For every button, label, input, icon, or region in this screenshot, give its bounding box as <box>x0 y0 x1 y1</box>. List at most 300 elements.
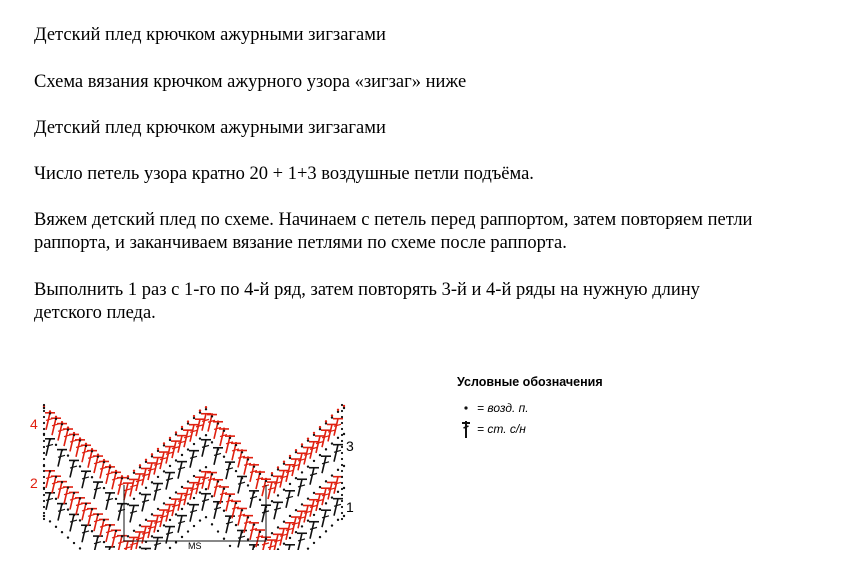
stitch-post-3 <box>82 525 86 542</box>
stitch-post-139 <box>286 465 290 482</box>
stitch-post-103 <box>70 434 74 451</box>
chain-dot-row1 <box>175 491 177 493</box>
chain-dot-base <box>55 526 57 528</box>
stitch-post-110 <box>112 472 116 489</box>
chain-dot-row1 <box>319 486 321 488</box>
stitch-bar-83 <box>154 489 161 491</box>
stitch-bar-97 <box>322 462 329 464</box>
chain-dot-row1 <box>313 492 315 494</box>
chain-dot-base <box>319 536 321 538</box>
chain-dot-row0 <box>289 537 291 539</box>
chain-dot-top <box>85 443 87 445</box>
stitch-bar-11 <box>178 521 185 523</box>
stitch-post-97 <box>322 456 326 473</box>
chain-dot-top <box>229 435 231 437</box>
stitch-bar-86 <box>190 456 197 458</box>
chain-dot-row1 <box>331 474 333 476</box>
chain-dot-row2 <box>229 463 231 465</box>
stitch-bar-61 <box>262 543 269 545</box>
chain-dot-row2 <box>199 437 201 439</box>
chain-dot-row2 <box>205 434 207 436</box>
stitch-post-78 <box>94 482 98 499</box>
chain-dot-row2 <box>223 456 225 458</box>
chain-dot-row1 <box>55 476 57 478</box>
chain-dot-top <box>325 420 327 422</box>
chain-dot-row0 <box>205 488 207 490</box>
instructions-line-1: Вяжем детский плед по схеме. Начинаем с петель перед раппортом, затем повторяем петли <box>34 210 753 230</box>
stitch-bar-16 <box>238 536 245 538</box>
stitch-bar-10 <box>166 532 173 534</box>
turn-chain-right <box>341 458 343 460</box>
stitch-post-94 <box>286 491 290 508</box>
stitch-post-102 <box>64 429 68 446</box>
chain-dot-top <box>115 470 117 472</box>
chain-dot-row0 <box>247 538 249 540</box>
chain-dot-row0 <box>331 496 333 498</box>
stitch-bar-21 <box>298 539 305 541</box>
chain-dot-row1 <box>199 469 201 471</box>
chain-dot-row1 <box>115 530 117 532</box>
chain-dot-top <box>319 426 321 428</box>
turn-chain-left <box>43 518 45 520</box>
chain-dot-row2 <box>73 460 75 462</box>
stitch-post-31 <box>82 503 86 520</box>
stitch-post-101 <box>58 424 62 441</box>
turn-chain-left <box>43 488 45 490</box>
chain-dot-top <box>61 421 63 423</box>
stitch-post-98 <box>334 445 338 462</box>
chain-dot-top <box>271 472 273 474</box>
chain-dot-row2 <box>127 503 129 505</box>
stitch-post-32 <box>88 509 92 526</box>
stitch-post-83 <box>154 484 158 501</box>
chain-dot-top <box>283 461 285 463</box>
stitch-post-27 <box>58 482 62 499</box>
chain-dot-row0 <box>163 524 165 526</box>
chain-dot-row2 <box>193 443 195 445</box>
chain-dot-top <box>109 464 111 466</box>
chain-dot-row0 <box>139 546 141 548</box>
chain-dot-row0 <box>61 503 63 505</box>
stitch-post-30 <box>76 498 80 515</box>
stitch-bar-112 <box>124 489 131 491</box>
stitch-post-107 <box>94 456 98 473</box>
stitch-post-106 <box>88 451 92 468</box>
stitch-post-85 <box>178 462 182 479</box>
chain-dot-row1 <box>121 535 123 537</box>
chain-dot-row0 <box>73 514 75 516</box>
turn-chain-right <box>341 452 343 454</box>
stitch-bar-22 <box>310 527 317 529</box>
turn-chain-right <box>341 512 343 514</box>
chain-dot-row1 <box>49 470 51 472</box>
stitch-post-75 <box>58 450 62 467</box>
stitch-bar-75 <box>58 455 65 457</box>
chain-dot-base <box>325 530 327 532</box>
stitch-post-0 <box>46 493 50 510</box>
legend-item-double-crochet <box>458 419 526 439</box>
turn-chain-left <box>43 416 45 418</box>
chain-dot-top <box>223 428 225 430</box>
chain-dot-base <box>169 547 171 549</box>
chain-dot-row2 <box>241 477 243 479</box>
chain-dot-row0 <box>199 491 201 493</box>
chain-dot-row2 <box>343 433 345 435</box>
turn-chain-right <box>341 500 343 502</box>
chain-dot-top <box>49 410 51 412</box>
chain-dot-base <box>343 515 345 517</box>
chain-dot-row2 <box>217 448 219 450</box>
stitch-post-24 <box>334 499 338 516</box>
chain-dot-top <box>127 475 129 477</box>
instructions-line-2: раппорта, и заканчиваем вязание петлями по схеме после раппорта. <box>34 233 567 253</box>
chain-dot-base <box>175 541 177 543</box>
chain-dot-row0 <box>217 502 219 504</box>
chain-dot-row0 <box>307 519 309 521</box>
turn-chain-right <box>341 482 343 484</box>
subtitle-line: Детский плед крючком ажурными зигзагами <box>34 118 386 138</box>
chain-dot-top <box>151 453 153 455</box>
chain-dot-row2 <box>181 454 183 456</box>
chain-dot-top <box>97 453 99 455</box>
chain-dot-top <box>235 442 237 444</box>
chain-dot-top <box>187 420 189 422</box>
turn-chain-right <box>341 434 343 436</box>
chain-dot-row1 <box>169 497 171 499</box>
chain-dot-top <box>67 426 69 428</box>
chain-dot-base <box>61 531 63 533</box>
chain-dot-row1 <box>307 497 309 499</box>
chain-dot-top <box>193 415 195 417</box>
chain-dot-row1 <box>157 508 159 510</box>
chain-dot-row0 <box>343 487 345 489</box>
chain-dot-row2 <box>289 483 291 485</box>
stitch-post-93 <box>274 502 278 519</box>
chain-dot-top <box>217 420 219 422</box>
double-crochet-icon <box>458 419 474 439</box>
chain-dot-row1 <box>247 516 249 518</box>
turn-chain-right <box>341 410 343 412</box>
stitch-post-62 <box>268 540 272 550</box>
chain-dot-row1 <box>193 475 195 477</box>
stitch-post-86 <box>190 451 194 468</box>
turn-chain-left <box>43 464 45 466</box>
stitch-bar-23 <box>322 516 329 518</box>
legend-dc-text: = ст. с/н <box>477 422 526 436</box>
chain-dot-base <box>49 520 51 522</box>
chain-dot-row0 <box>295 531 297 533</box>
stitch-bar-85 <box>178 467 185 469</box>
chain-dot-row1 <box>241 509 243 511</box>
stitch-post-122 <box>184 430 188 447</box>
chain-dot-top <box>241 449 243 451</box>
turn-chain-left <box>43 410 45 412</box>
turn-chain-left <box>43 500 45 502</box>
chain-dot-row1 <box>253 523 255 525</box>
chain-dot-top <box>55 416 57 418</box>
chain-dot-row0 <box>229 517 231 519</box>
stitch-post-147 <box>334 419 338 436</box>
chain-dot-row1 <box>301 503 303 505</box>
chain-dot-top <box>247 456 249 458</box>
stitch-post-80 <box>118 504 122 521</box>
stitch-post-79 <box>106 493 110 510</box>
chain-dot-row2 <box>331 442 333 444</box>
turn-chain-left <box>43 482 45 484</box>
chain-dot-top <box>289 455 291 457</box>
chain-dot-top <box>301 443 303 445</box>
stitch-post-36 <box>112 530 116 547</box>
chain-dot-row0 <box>181 508 183 510</box>
chain-dot-row0 <box>241 531 243 533</box>
chain-dot-base <box>217 530 219 532</box>
stitch-post-121 <box>178 436 182 453</box>
stitch-bar-91 <box>250 497 257 499</box>
stitch-post-81 <box>130 505 134 522</box>
chain-dot-row2 <box>157 476 159 478</box>
chain-dot-row0 <box>223 510 225 512</box>
chain-dot-base <box>193 525 195 527</box>
chain-dot-row2 <box>115 498 117 500</box>
turn-chain-left <box>43 494 45 496</box>
title-line: Детский плед крючком ажурными зигзагами <box>34 25 386 45</box>
repeat-label: MS <box>188 541 202 551</box>
chain-dot-row1 <box>343 465 345 467</box>
chain-dot-top <box>307 437 309 439</box>
chain-dot-top <box>253 463 255 465</box>
chain-dot-row0 <box>283 543 285 545</box>
chain-dot-top <box>103 459 105 461</box>
stitch-post-34 <box>100 519 104 536</box>
chain-dot-row2 <box>319 454 321 456</box>
turn-chain-left <box>43 476 45 478</box>
stitch-bar-38 <box>124 547 131 549</box>
stitch-bar-113 <box>130 485 137 487</box>
chain-dot-row0 <box>55 498 57 500</box>
chain-dot-top <box>157 448 159 450</box>
turn-chain-right <box>341 404 343 406</box>
turn-chain-left <box>43 512 45 514</box>
stitch-post-145 <box>322 430 326 447</box>
chain-dot-row1 <box>295 509 297 511</box>
stitch-post-29 <box>70 492 74 509</box>
chain-dot-row2 <box>91 476 93 478</box>
chain-dot-top <box>163 442 165 444</box>
chain-dot-row0 <box>169 519 171 521</box>
chain-dot-row1 <box>67 486 69 488</box>
chain-dot-base <box>199 519 201 521</box>
stitch-post-118 <box>160 452 164 469</box>
stitch-bar-81 <box>130 511 137 513</box>
chain-dot-row1 <box>73 492 75 494</box>
chain-dot-row0 <box>109 546 111 548</box>
chain-dot-top <box>337 409 339 411</box>
chain-dot-row0 <box>235 524 237 526</box>
chain-dot-top <box>199 409 201 411</box>
chain-dot-row0 <box>49 492 51 494</box>
chain-dot-row1 <box>277 526 279 528</box>
turn-chain-right <box>341 476 343 478</box>
chain-dot-base <box>79 547 81 549</box>
stitch-post-109 <box>106 467 110 484</box>
stitch-post-51 <box>202 472 206 489</box>
stitch-count-line: Число петель узора кратно 20 + 1+3 воздушные петли подъёма. <box>34 164 534 184</box>
chain-dot-row0 <box>211 495 213 497</box>
stitch-bar-136 <box>268 488 275 490</box>
repeat-line-2: детского пледа. <box>34 303 156 323</box>
chain-dot-row2 <box>307 465 309 467</box>
chain-dot-row0 <box>301 525 303 527</box>
chain-dot-top <box>145 459 147 461</box>
chain-dot-icon <box>458 405 474 411</box>
chain-dot-base <box>73 542 75 544</box>
stitch-bar-12 <box>190 510 197 512</box>
stitch-bar-9 <box>154 543 161 545</box>
turn-chain-left <box>43 452 45 454</box>
chain-dot-base <box>229 545 231 547</box>
chain-dot-row1 <box>151 513 153 515</box>
chain-dot-row1 <box>133 530 135 532</box>
chain-dot-row2 <box>121 503 123 505</box>
stitch-post-2 <box>70 514 74 531</box>
chain-dot-base <box>223 538 225 540</box>
turn-chain-right <box>341 464 343 466</box>
chain-dot-top <box>211 413 213 415</box>
turn-chain-left <box>43 428 45 430</box>
turn-chain-right <box>341 416 343 418</box>
chain-dot-top <box>295 449 297 451</box>
stitch-bar-87 <box>202 445 209 447</box>
chain-dot-row2 <box>301 471 303 473</box>
stitch-post-1 <box>58 504 62 521</box>
stitch-bar-98 <box>334 450 341 452</box>
stitch-bar-78 <box>94 488 101 490</box>
stitch-bar-76 <box>70 466 77 468</box>
stitch-post-96 <box>310 468 314 485</box>
chain-dot-row2 <box>175 459 177 461</box>
stitch-post-33 <box>94 514 98 531</box>
chain-dot-base <box>43 515 45 517</box>
chain-dot-row2 <box>247 484 249 486</box>
stitch-bar-77 <box>82 477 89 479</box>
chain-dot-base <box>205 516 207 518</box>
chain-dot-row0 <box>319 508 321 510</box>
chain-dot-row1 <box>217 480 219 482</box>
turn-chain-left <box>43 458 45 460</box>
legend-item-chain <box>458 401 529 415</box>
stitch-post-144 <box>316 436 320 453</box>
chain-dot-row0 <box>325 502 327 504</box>
row-label-1: 1 <box>346 499 354 515</box>
chain-dot-row1 <box>61 481 63 483</box>
chain-dot-row2 <box>277 494 279 496</box>
chain-dot-row2 <box>85 471 87 473</box>
chain-dot-top <box>73 432 75 434</box>
chain-dot-row2 <box>97 481 99 483</box>
chain-dot-row0 <box>175 513 177 515</box>
chain-dot-row1 <box>145 519 147 521</box>
stitch-post-116 <box>148 463 152 480</box>
chain-dot-row0 <box>313 514 315 516</box>
chain-dot-top <box>205 406 207 408</box>
chain-dot-row1 <box>229 495 231 497</box>
turn-chain-left <box>43 446 45 448</box>
chain-dot-row2 <box>283 489 285 491</box>
chain-dot-row0 <box>103 541 105 543</box>
turn-chain-right <box>341 446 343 448</box>
chain-dot-row1 <box>271 532 273 534</box>
scheme-line: Схема вязания крючком ажурного узора «зигзаг» ниже <box>34 72 467 92</box>
stitch-post-95 <box>298 479 302 496</box>
chain-dot-top <box>181 426 183 428</box>
chain-dot-row1 <box>139 524 141 526</box>
stitch-post-119 <box>166 447 170 464</box>
stitch-post-125 <box>202 414 206 431</box>
chain-dot-base <box>307 547 309 549</box>
chain-dot-top <box>79 437 81 439</box>
chain-dot-row2 <box>313 460 315 462</box>
chain-dot-row0 <box>67 508 69 510</box>
stitch-post-146 <box>328 424 332 441</box>
stitch-bar-94 <box>286 496 293 498</box>
chain-dot-top <box>277 466 279 468</box>
turn-chain-right <box>341 422 343 424</box>
chain-dot-row1 <box>91 508 93 510</box>
chain-dot-row2 <box>253 491 255 493</box>
turn-chain-right <box>341 488 343 490</box>
stitch-post-23 <box>322 510 326 527</box>
stitch-post-140 <box>292 459 296 476</box>
stitch-post-111 <box>118 478 122 495</box>
stitch-post-11 <box>178 516 182 533</box>
chain-dot-row2 <box>169 465 171 467</box>
chain-dot-row1 <box>85 503 87 505</box>
stitch-bar-1 <box>58 509 65 511</box>
stitch-bar-95 <box>298 485 305 487</box>
chain-dot-row1 <box>163 502 165 504</box>
stitch-post-114 <box>136 474 140 491</box>
chain-dot-top <box>259 471 261 473</box>
stitch-post-143 <box>310 442 314 459</box>
chain-dot-base <box>313 542 315 544</box>
chain-dot-top <box>175 431 177 433</box>
stitch-post-77 <box>82 471 86 488</box>
turn-chain-left <box>43 440 45 442</box>
chain-dot-row1 <box>109 524 111 526</box>
chain-dot-row2 <box>133 498 135 500</box>
stitch-post-21 <box>298 533 302 550</box>
chain-dot-top <box>331 414 333 416</box>
chain-dot-row2 <box>109 492 111 494</box>
chain-dot-row0 <box>151 535 153 537</box>
stitch-post-84 <box>166 473 170 490</box>
chain-dot-row0 <box>337 491 339 493</box>
stitch-bar-4 <box>94 542 101 544</box>
stitch-bar-0 <box>46 498 53 500</box>
chain-dot-top <box>91 448 93 450</box>
stitch-post-120 <box>172 441 176 458</box>
stitch-post-76 <box>70 460 74 477</box>
chain-dot-row1 <box>127 535 129 537</box>
stitch-post-117 <box>154 458 158 475</box>
chain-dot-row2 <box>79 465 81 467</box>
repeat-line-1: Выполнить 1 раз с 1-го по 4-й ряд, затем повторять 3-й и 4-й ряды на нужную длину <box>34 280 700 300</box>
chain-dot-row2 <box>259 499 261 501</box>
stitch-bar-89 <box>226 468 233 470</box>
chain-dot-row2 <box>103 487 105 489</box>
stitch-post-87 <box>202 440 206 457</box>
turn-chain-left <box>43 470 45 472</box>
